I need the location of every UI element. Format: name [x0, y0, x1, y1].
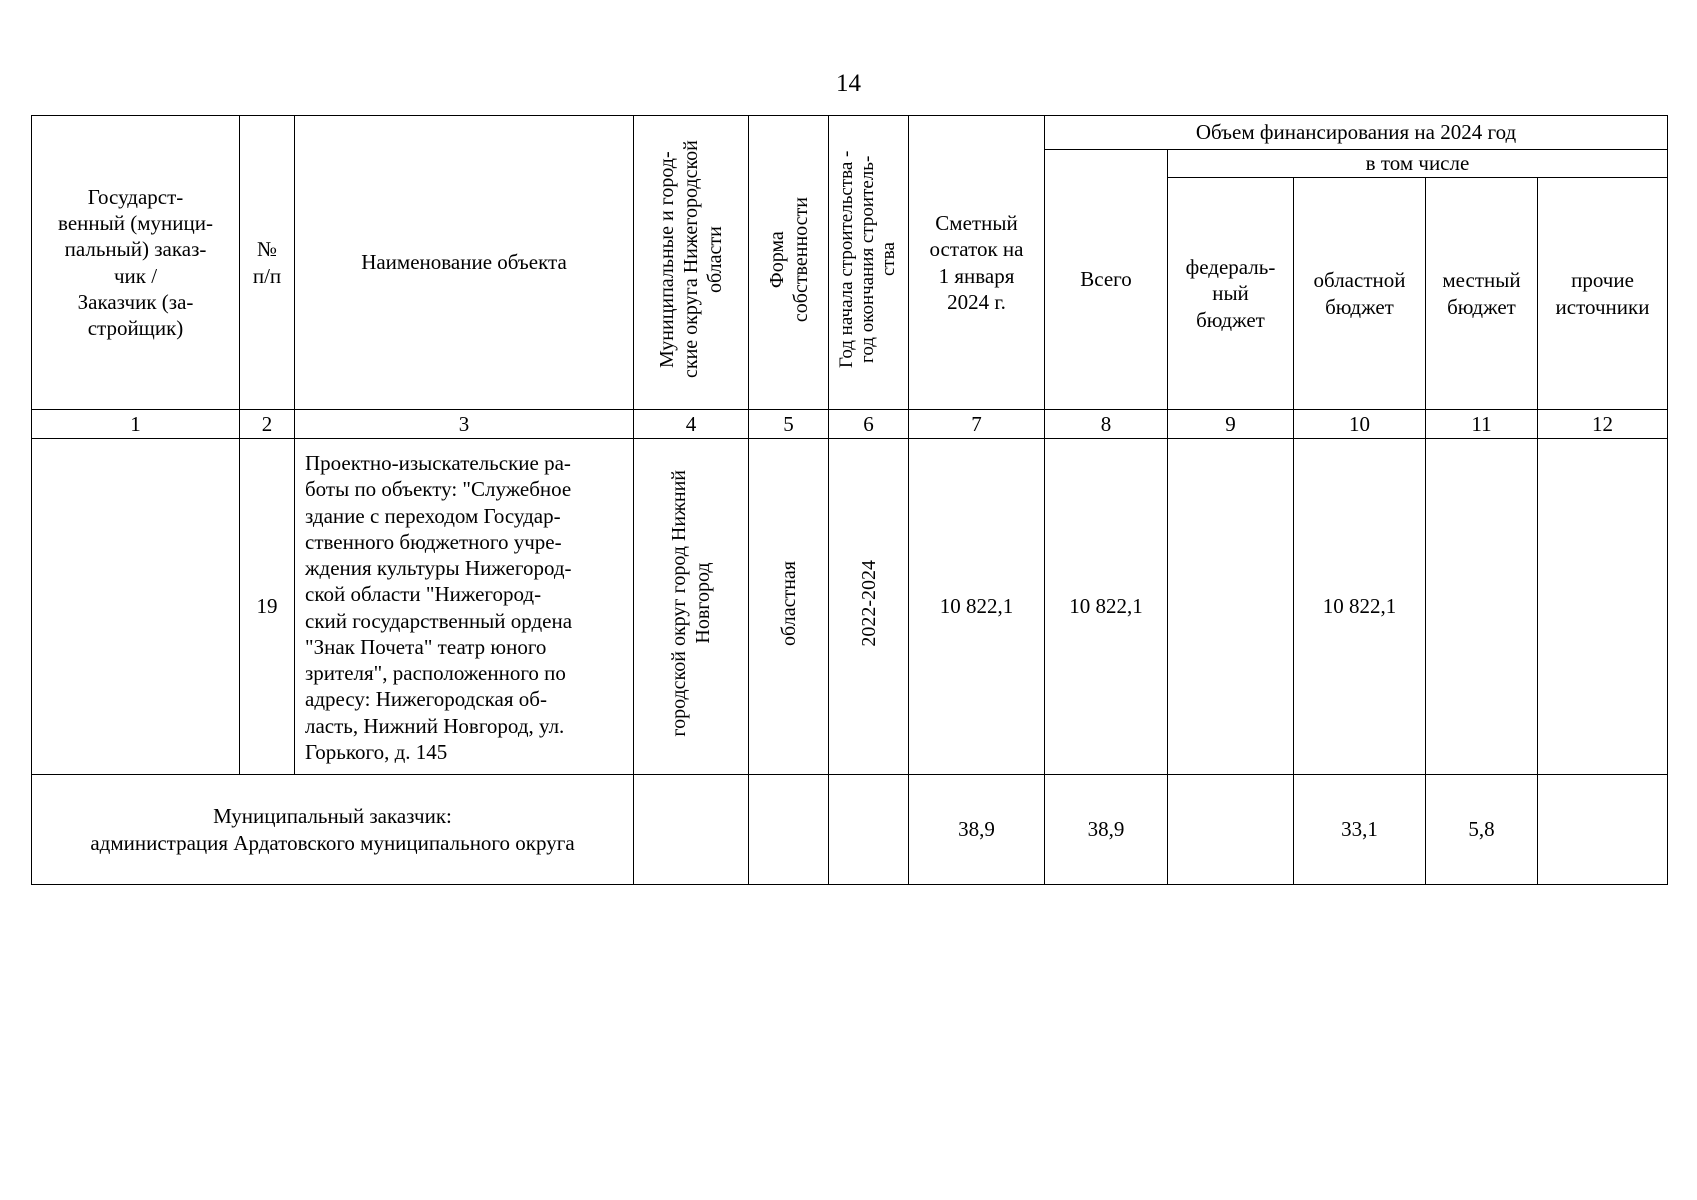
summary-estimate: 38,9: [909, 775, 1045, 885]
summary-ownership: [749, 775, 829, 885]
financing-table: [31, 115, 1668, 885]
cell-ownership: областная: [749, 439, 829, 775]
cell-estimate: 10 822,1: [909, 439, 1045, 775]
header-regional: областной бюджет: [1294, 178, 1426, 410]
cell-municipality: городской округ город Нижний Новгород: [634, 439, 749, 775]
cell-local: [1426, 439, 1538, 775]
summary-regional: 33,1: [1294, 775, 1426, 885]
col-num-2: 2: [240, 410, 295, 439]
cell-years: 2022-2024: [829, 439, 909, 775]
col-num-3: 3: [295, 410, 634, 439]
header-customer: Государст- венный (муници- пальный) заказ- чик / Заказчик (за- стройщик): [32, 116, 240, 410]
summary-municipality: [634, 775, 749, 885]
summary-total: 38,9: [1045, 775, 1168, 885]
cell-number: 19: [240, 439, 295, 775]
col-num-4: 4: [634, 410, 749, 439]
summary-federal: [1168, 775, 1294, 885]
header-number: № п/п: [240, 116, 295, 410]
cell-other: [1538, 439, 1668, 775]
summary-local: 5,8: [1426, 775, 1538, 885]
header-municipality: Муниципальные и город- ские округа Нижегородской области: [634, 116, 749, 410]
col-num-12: 12: [1538, 410, 1668, 439]
summary-row: [32, 775, 1668, 885]
cell-customer: [32, 439, 240, 775]
summary-other: [1538, 775, 1668, 885]
col-num-7: 7: [909, 410, 1045, 439]
header-object-name: Наименование объекта: [295, 116, 634, 410]
summary-customer: Муниципальный заказчик: администрация Ардатовского муниципального округа: [32, 775, 634, 885]
header-including: в том числе: [1168, 150, 1668, 178]
col-num-11: 11: [1426, 410, 1538, 439]
cell-federal: [1168, 439, 1294, 775]
header-row-1: [32, 116, 1668, 150]
cell-object-name: Проектно-изыскательские ра- боты по объекту: "Служебное здание с переходом Государ- ственного бюджетного учре- ждения культуры Нижегород- ской области "Нижегород- ский государственный ордена "Знак Почета" театр юного зрителя", расположенного по адресу: Нижегородская об- ласть, Нижний Новгород, ул. Горького, д. 145: [295, 439, 634, 775]
column-numbers-row: [32, 410, 1668, 439]
header-ownership: Форма собственности: [749, 116, 829, 410]
header-estimate: Сметный остаток на 1 января 2024 г.: [909, 116, 1045, 410]
header-federal: федераль- ный бюджет: [1168, 178, 1294, 410]
header-total: Всего: [1045, 150, 1168, 410]
col-num-5: 5: [749, 410, 829, 439]
col-num-6: 6: [829, 410, 909, 439]
summary-years: [829, 775, 909, 885]
col-num-10: 10: [1294, 410, 1426, 439]
col-num-8: 8: [1045, 410, 1168, 439]
col-num-1: 1: [32, 410, 240, 439]
cell-total: 10 822,1: [1045, 439, 1168, 775]
header-financing: Объем финансирования на 2024 год: [1045, 116, 1668, 150]
header-years: Год начала строительства - год окончания строитель- ства: [829, 116, 909, 410]
cell-regional: 10 822,1: [1294, 439, 1426, 775]
header-other: прочие источники: [1538, 178, 1668, 410]
header-local: местный бюджет: [1426, 178, 1538, 410]
page-number: 14: [836, 70, 861, 97]
table-row: [32, 439, 1668, 775]
col-num-9: 9: [1168, 410, 1294, 439]
